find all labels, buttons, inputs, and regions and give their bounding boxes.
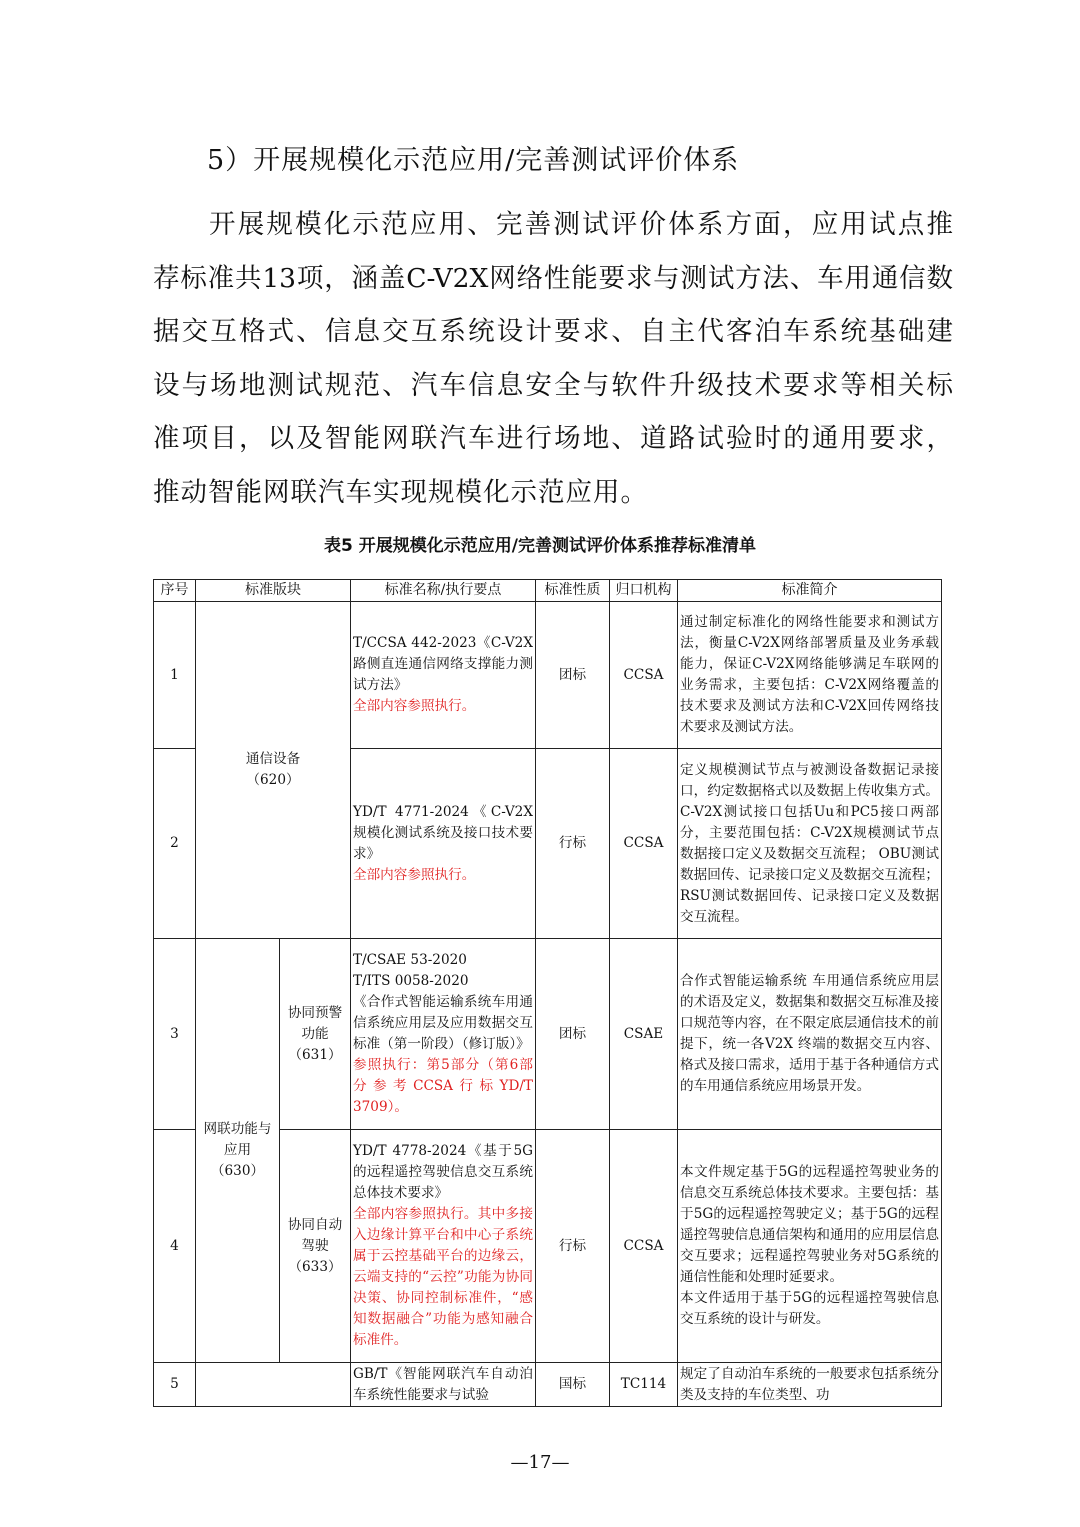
row-no: 2 xyxy=(154,749,196,939)
standard-name: YD/T 4778-2024《基于5G的远程遥控驾驶信息交互系统 总体技术要求》 xyxy=(353,1143,533,1201)
standard-intro: 规定了自动泊车系统的一般要求包括系统分类及支持的车位类型、功 xyxy=(678,1363,942,1407)
paragraph-line: 推动智能网联汽车实现规模化示范应用。 xyxy=(153,476,648,508)
standard-name: GB/T《智能网联汽车自动泊车系统性能要求与试验 xyxy=(351,1363,536,1407)
section-heading: 5）开展规模化示范应用/完善测试评价体系 xyxy=(207,145,740,176)
header-no: 序号 xyxy=(154,580,196,602)
execution-note: 全部内容参照执行。 xyxy=(353,698,476,714)
execution-note: 全部内容参照执行。其中多接入边缘计算平台和中心子系统属于云控基础平台的边缘云，云端支持的“云控”功能为协同决策、协同控制标准件，“感知数据融合”功能为感知融合标准件。 xyxy=(353,1206,533,1348)
standard-name-cell xyxy=(351,1130,536,1363)
table-row xyxy=(154,602,942,749)
standard-type: 团标 xyxy=(536,602,610,749)
empty-section-cell xyxy=(196,1363,351,1407)
table-row xyxy=(154,1363,942,1407)
group-network-functions: 网联功能与 应用 （630） xyxy=(196,939,280,1363)
paragraph-line: 荐标准共13项，涵盖C-V2X网络性能要求与测试方法、车用通信数 xyxy=(153,262,953,294)
standard-org: CSAE xyxy=(610,939,678,1130)
execution-note: 参照执行：第5部分（第6部分参考CCSA行标YD/T 3709）。 xyxy=(353,1057,533,1115)
paragraph-line: 设与场地测试规范、汽车信息安全与软件升级技术要求等相关标 xyxy=(153,369,953,401)
standard-name: YD/T 4771-2024《C-V2X规模化测试系统及接口技术要求》 xyxy=(353,803,533,862)
header-org: 归口机构 xyxy=(610,580,678,602)
page-number: —17— xyxy=(510,1452,570,1473)
subgroup-cooperative-warning: 协同预警 功能 （631） xyxy=(280,939,351,1130)
row-no: 5 xyxy=(154,1363,196,1407)
paragraph-line: 准项目，以及智能网联汽车进行场地、道路试验时的通用要求， xyxy=(153,423,953,454)
standard-org: CCSA xyxy=(610,749,678,939)
header-intro: 标准简介 xyxy=(678,580,942,602)
standard-intro: 本文件规定基于5G的远程遥控驾驶业务的信息交互系统总体技术要求。主要包括：基于5G的远程遥控驾驶定义；基于5G的远程遥控驾驶信息通信架构和通用的应用层信息交互要求；远程遥控驾驶业务对5G系统的通信性能和处理时延要求。 本文件适用于基于5G的远程遥控驾驶信息交互系统的设计与研发。 xyxy=(678,1130,942,1363)
paragraph-line: 据交互格式、信息交互系统设计要求、自主代客泊车系统基础建 xyxy=(153,316,953,347)
row-no: 3 xyxy=(154,939,196,1130)
standard-type: 行标 xyxy=(536,1130,610,1363)
standard-name: T/CSAE 53-2020 T/ITS 0058-2020 《合作式智能运输系统车用通信系统应用层及应用数据交互标准（第一阶段）（修订版）》 xyxy=(353,952,533,1052)
standard-intro: 合作式智能运输系统 车用通信系统应用层的术语及定义，数据集和数据交互标准及接口规范等内容，在不限定底层通信技术的前提下，统一各V2X 终端的数据交互内容、格式及接口需求，适用于基于各种通信方式的车用通信系统应用场景开发。 xyxy=(678,939,942,1130)
standard-type: 国标 xyxy=(536,1363,610,1407)
table-row xyxy=(154,939,942,1130)
header-name: 标准名称/执行要点 xyxy=(351,580,536,602)
row-no: 1 xyxy=(154,602,196,749)
subgroup-cooperative-driving: 协同自动 驾驶 （633） xyxy=(280,1130,351,1363)
standard-name: T/CCSA 442-2023《C-V2X路侧直连通信网络支撑能力测试方法》 xyxy=(353,635,533,693)
standards-table xyxy=(153,579,942,1407)
standard-name-cell xyxy=(351,602,536,749)
standard-name-cell xyxy=(351,749,536,939)
standard-org: CCSA xyxy=(610,1130,678,1363)
standard-name-cell xyxy=(351,939,536,1130)
group-communication-equipment: 通信设备 （620） xyxy=(196,602,351,939)
table-header-row xyxy=(154,580,942,602)
paragraph-line: 开展规模化示范应用、完善测试评价体系方面，应用试点推 xyxy=(209,209,953,240)
execution-note: 全部内容参照执行。 xyxy=(353,866,476,883)
standard-intro: 通过制定标准化的网络性能要求和测试方法，衡量C-V2X网络部署质量及业务承载能力，保证C-V2X网络能够满足车联网的业务需求，主要包括：C-V2X网络覆盖的技术要求及测试方法和C-V2X回传网络技术要求及测试方法。 xyxy=(678,602,942,749)
standard-type: 团标 xyxy=(536,939,610,1130)
standard-org: TC114 xyxy=(610,1363,678,1407)
header-section: 标准版块 xyxy=(196,580,351,602)
row-no: 4 xyxy=(154,1130,196,1363)
body-paragraph xyxy=(153,198,953,519)
standard-type: 行标 xyxy=(536,749,610,939)
standard-org: CCSA xyxy=(610,602,678,749)
standard-intro: 定义规模测试节点与被测设备数据记录接口，约定数据格式以及数据上传收集方式。C-V2X测试接口包括Uu和PC5接口两部分，主要范围包括：C-V2X规模测试节点数据接口定义及数据交互流程； OBU测试数据回传、记录接口定义及数据交互流程； RSU测试数据回传、记录接口定义及数据交互流程。 xyxy=(678,749,942,939)
table-caption: 表5 开展规模化示范应用/完善测试评价体系推荐标准清单 xyxy=(324,536,756,556)
header-type: 标准性质 xyxy=(536,580,610,602)
